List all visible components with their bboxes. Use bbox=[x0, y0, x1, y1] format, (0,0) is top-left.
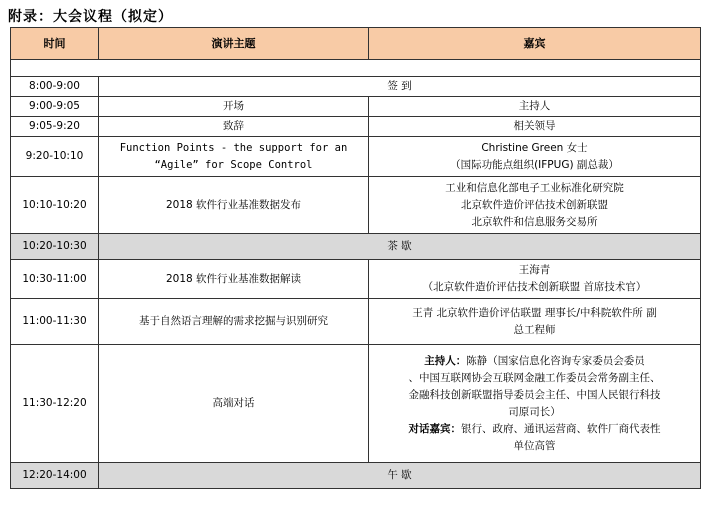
table-row bbox=[11, 137, 701, 177]
table-row bbox=[11, 260, 701, 299]
table-row bbox=[11, 299, 701, 345]
guest-line: 王海青 bbox=[518, 264, 551, 276]
topic-cell: 开场 bbox=[99, 97, 369, 117]
guest-cell bbox=[369, 177, 701, 234]
table-header-row bbox=[11, 28, 701, 60]
time-cell: 9:00-9:05 bbox=[11, 97, 99, 117]
agenda-table bbox=[10, 27, 701, 489]
spacer-row bbox=[11, 60, 701, 77]
host-line: 金融科技创新联盟指导委员会主任、中国人民银行科技 bbox=[408, 388, 661, 401]
topic-line: Function Points - the support for an bbox=[119, 141, 348, 154]
panel-line: 单位高管 bbox=[513, 439, 556, 452]
topic-cell: 致辞 bbox=[99, 117, 369, 137]
guest-line: 总工程师 bbox=[513, 323, 556, 336]
header-time: 时间 bbox=[11, 28, 99, 60]
panel-text: 银行、政府、通讯运营商、软件厂商代表性 bbox=[461, 422, 661, 435]
topic-cell: 高端对话 bbox=[99, 345, 369, 463]
host-line bbox=[373, 353, 696, 370]
guest-cell bbox=[369, 345, 701, 463]
topic-cell: 基于自然语言理解的需求挖掘与识别研究 bbox=[99, 299, 369, 345]
header-guest: 嘉宾 bbox=[369, 28, 701, 60]
time-cell: 9:20-10:10 bbox=[11, 137, 99, 177]
time-cell: 10:10-10:20 bbox=[11, 177, 99, 234]
table-row bbox=[11, 345, 701, 463]
table-row bbox=[11, 77, 701, 97]
table-row bbox=[11, 234, 701, 260]
guest-cell: 主持人 bbox=[369, 97, 701, 117]
guest-cell: 相关领导 bbox=[369, 117, 701, 137]
topic-cell: 2018 软件行业基准数据解读 bbox=[99, 260, 369, 299]
table-row bbox=[11, 97, 701, 117]
time-cell: 10:20-10:30 bbox=[11, 234, 99, 260]
guest-cell bbox=[369, 260, 701, 299]
table-row bbox=[11, 177, 701, 234]
topic-line: “Agile” for Scope Control bbox=[154, 158, 313, 171]
table-row bbox=[11, 463, 701, 489]
page-title: 附录：大会议程（拟定） bbox=[8, 9, 173, 25]
time-cell: 11:00-11:30 bbox=[11, 299, 99, 345]
time-cell: 12:20-14:00 bbox=[11, 463, 99, 489]
panel-line bbox=[373, 421, 696, 438]
time-cell: 10:30-11:00 bbox=[11, 260, 99, 299]
host-line: 司原司长） bbox=[508, 405, 561, 418]
guest-line: 王青 北京软件造价评估联盟 理事长/中科院软件所 副 bbox=[412, 306, 657, 319]
host-label: 主持人： bbox=[424, 354, 467, 367]
merged-cell: 午 歇 bbox=[99, 463, 701, 489]
time-cell: 9:05-9:20 bbox=[11, 117, 99, 137]
guest-line: 工业和信息化部电子工业标准化研究院 bbox=[445, 181, 624, 194]
guest-line: （国际功能点组织(IFPUG) 副总裁） bbox=[450, 158, 619, 171]
panel-label: 对话嘉宾： bbox=[408, 422, 461, 435]
guest-line: Christine Green 女士 bbox=[481, 141, 588, 154]
time-cell: 11:30-12:20 bbox=[11, 345, 99, 463]
merged-cell: 茶 歇 bbox=[99, 234, 701, 260]
topic-cell: 2018 软件行业基准数据发布 bbox=[99, 177, 369, 234]
table-row bbox=[11, 117, 701, 137]
guest-cell bbox=[369, 299, 701, 345]
merged-cell: 签 到 bbox=[99, 77, 701, 97]
header-topic: 演讲主题 bbox=[99, 28, 369, 60]
guest-line: 北京软件和信息服务交易所 bbox=[471, 215, 598, 228]
host-line: 、中国互联网协会互联网金融工作委员会常务副主任、 bbox=[408, 371, 661, 384]
guest-line: （北京软件造价评估技术创新联盟 首席技术官） bbox=[422, 281, 647, 293]
guest-line: 北京软件造价评估技术创新联盟 bbox=[461, 198, 608, 211]
topic-cell bbox=[99, 137, 369, 177]
time-cell: 8:00-9:00 bbox=[11, 77, 99, 97]
guest-cell bbox=[369, 137, 701, 177]
host-text: 陈静（国家信息化咨询专家委员会委员 bbox=[466, 354, 645, 367]
